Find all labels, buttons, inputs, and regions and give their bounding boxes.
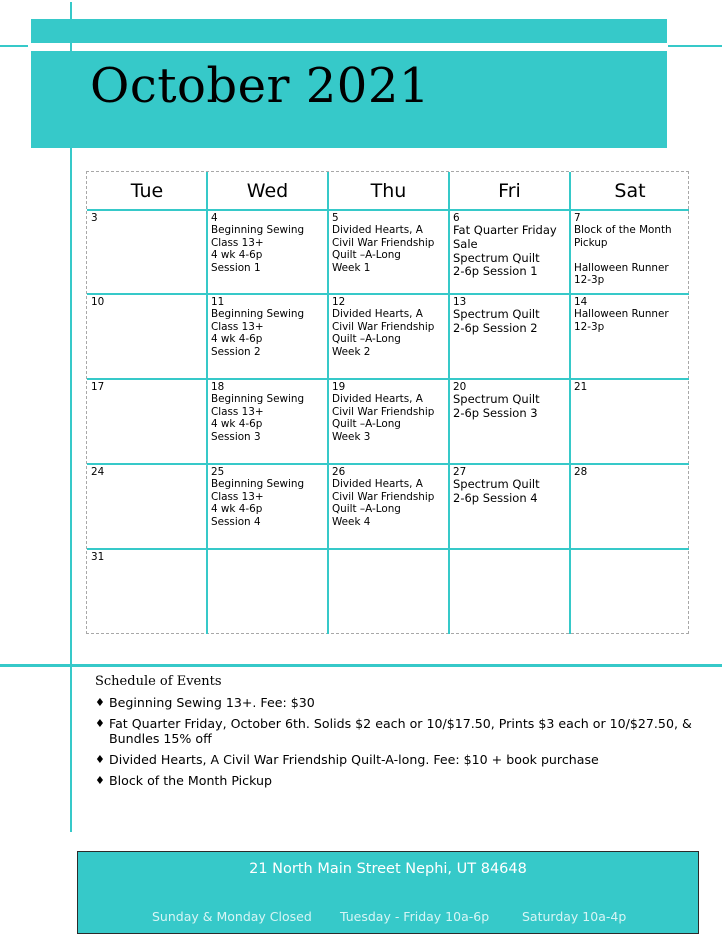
schedule-list [95,695,700,794]
schedule-item [95,773,700,788]
day-events: Divided Hearts, A Civil War Friendship Quilt –A-Long Week 2 [332,308,435,358]
schedule-item [95,695,700,710]
calendar-day-cell [570,294,690,379]
calendar-day-cell [207,210,328,294]
grid-row-divider [87,293,689,295]
schedule-item-text: Beginning Sewing 13+. Fee: $30 [109,695,315,710]
frame-line-top-right [668,45,722,47]
day-number: 28 [574,466,588,478]
calendar-day-cell [449,210,570,294]
day-events: Spectrum Quilt 2-6p Session 4 [453,477,540,505]
calendar-day-cell [449,294,570,379]
calendar-day-cell [87,549,207,634]
calendar-day-cell [449,379,570,464]
day-number: 3 [91,212,98,224]
calendar-day-cell [570,210,690,294]
day-number: 24 [91,466,105,478]
calendar-day-cell [87,379,207,464]
hours-weekday: Tuesday - Friday 10a-6p [340,909,490,924]
day-events: Beginning Sewing Class 13+ 4 wk 4-6p Session 3 [211,393,305,443]
page-title: October 2021 [90,58,430,114]
weekday-header: Fri [498,180,521,202]
grid-row-divider [87,548,689,550]
calendar-day-cell [207,549,328,634]
calendar-day-cell [328,464,449,549]
grid-row-divider [87,463,689,465]
day-number: 6 [453,212,460,224]
day-number: 27 [453,466,467,478]
footer-box [77,851,699,934]
hours-closed: Sunday & Monday Closed [152,909,312,924]
schedule-item [95,716,700,746]
day-events: Halloween Runner 12-3p [574,308,669,333]
calendar-grid [86,171,689,634]
schedule-item-text: Divided Hearts, A Civil War Friendship Quilt-A-long. Fee: $10 + book purchase [109,752,599,767]
day-number: 17 [91,381,105,393]
calendar-day-cell [328,210,449,294]
day-events: Spectrum Quilt 2-6p Session 3 [453,392,540,420]
hours-saturday: Saturday 10a-4p [522,909,627,924]
calendar-day-cell [207,379,328,464]
day-events: Divided Hearts, A Civil War Friendship Quilt –A-Long Week 4 [332,478,435,528]
calendar-day-cell [87,294,207,379]
day-number: 4 [211,212,218,224]
day-events: Block of the Month Pickup Halloween Runner 12-3p [574,224,672,287]
calendar-day-cell [87,210,207,294]
weekday-header: Wed [246,180,289,202]
grid-column-divider [569,172,571,634]
day-number: 10 [91,296,105,308]
day-events: Spectrum Quilt 2-6p Session 2 [453,307,540,335]
calendar-day-cell [570,549,690,634]
day-number: 13 [453,296,467,308]
grid-column-divider [206,172,208,634]
day-number: 31 [91,551,105,563]
diamond-bullet-icon: ♦ [95,774,105,787]
day-events: Divided Hearts, A Civil War Friendship Quilt –A-Long Week 1 [332,224,435,274]
schedule-item-text: Fat Quarter Friday, October 6th. Solids $2 each or 10/$17.50, Prints $3 each or 10/$27.50, & Bundles 15% off [109,716,692,746]
day-number: 20 [453,381,467,393]
day-number: 25 [211,466,225,478]
calendar-day-cell [570,464,690,549]
day-number: 19 [332,381,346,393]
weekday-header: Sat [614,180,646,202]
grid-row-divider [87,209,689,211]
calendar-day-cell [207,294,328,379]
day-number: 12 [332,296,346,308]
weekday-header: Thu [370,180,407,202]
frame-line-top-left [0,45,28,47]
day-number: 26 [332,466,346,478]
calendar-day-cell [207,464,328,549]
calendar-day-cell [449,464,570,549]
day-number: 14 [574,296,588,308]
day-events: Beginning Sewing Class 13+ 4 wk 4-6p Session 2 [211,308,305,358]
grid-column-divider [327,172,329,634]
diamond-bullet-icon: ♦ [95,717,105,730]
weekday-header: Tue [130,180,164,202]
calendar-day-cell [570,379,690,464]
grid-row-divider [87,378,689,380]
calendar-day-cell [328,549,449,634]
calendar-day-cell [328,379,449,464]
day-number: 7 [574,212,581,224]
day-events: Beginning Sewing Class 13+ 4 wk 4-6p Session 1 [211,224,305,274]
store-address: 21 North Main Street Nephi, UT 84648 [249,861,527,877]
frame-line-middle [0,664,722,667]
day-events: Beginning Sewing Class 13+ 4 wk 4-6p Session 4 [211,478,305,528]
calendar-day-cell [87,464,207,549]
day-number: 18 [211,381,225,393]
frame-vertical-line [70,2,72,832]
diamond-bullet-icon: ♦ [95,753,105,766]
day-number: 5 [332,212,339,224]
calendar-day-cell [328,294,449,379]
calendar-day-cell [449,549,570,634]
day-number: 21 [574,381,588,393]
day-number: 11 [211,296,225,308]
day-events: Divided Hearts, A Civil War Friendship Quilt –A-Long Week 3 [332,393,435,443]
diamond-bullet-icon: ♦ [95,696,105,709]
header-band-top [31,19,667,43]
schedule-item-text: Block of the Month Pickup [109,773,272,788]
schedule-item [95,752,700,767]
grid-column-divider [448,172,450,634]
day-events: Fat Quarter Friday Sale Spectrum Quilt 2-6p Session 1 [453,223,557,279]
schedule-title: Schedule of Events [95,674,222,689]
